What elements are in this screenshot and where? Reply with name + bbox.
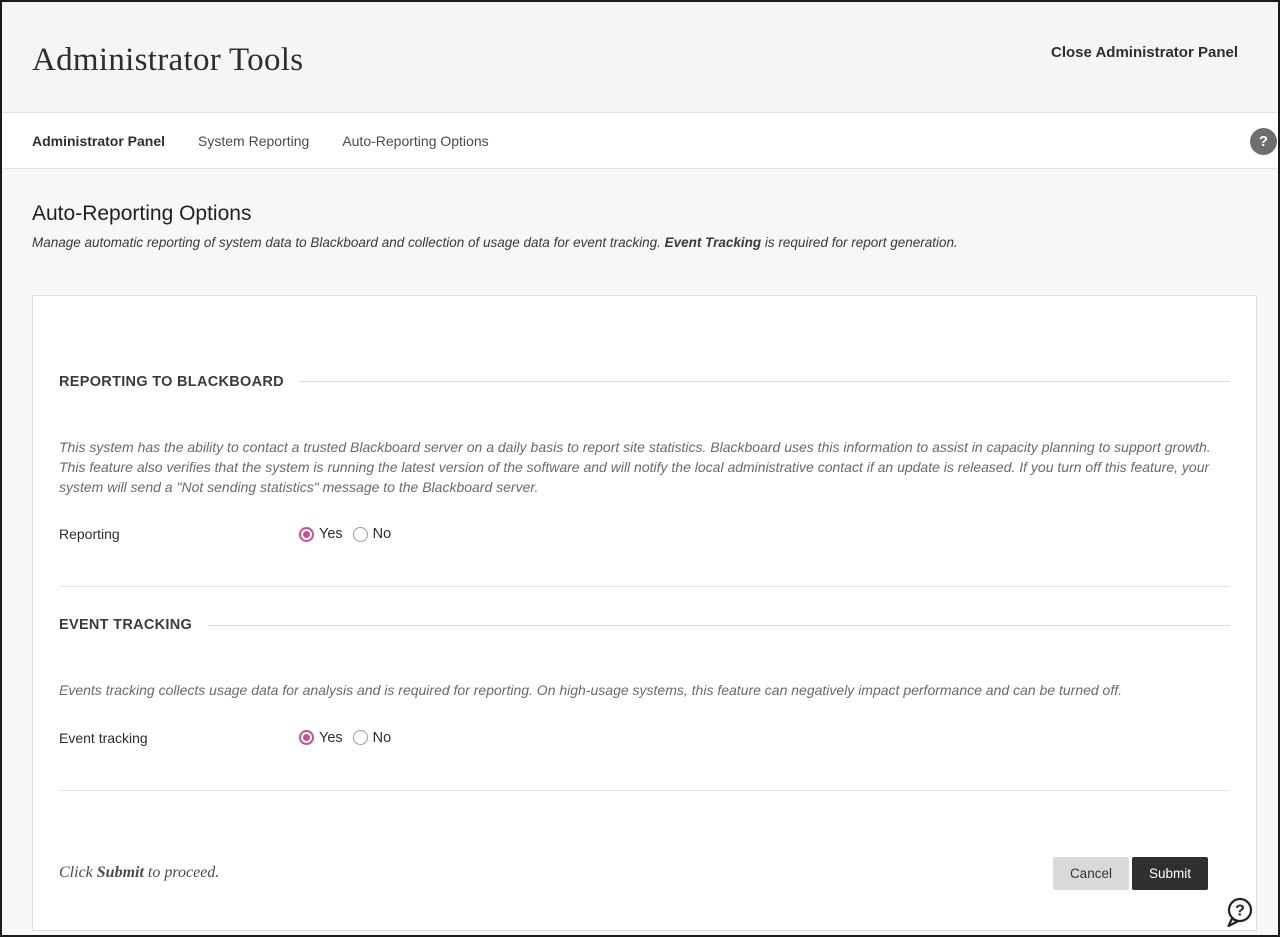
radio-button-icon[interactable] — [299, 527, 314, 542]
section-heading: EVENT TRACKING — [59, 617, 193, 634]
radio-label-no: No — [372, 729, 392, 746]
help-bubble-icon[interactable] — [1224, 896, 1254, 929]
heading-rule — [300, 381, 1230, 382]
event-tracking-yes-radio[interactable] — [299, 730, 343, 746]
page-description — [32, 234, 1248, 253]
instruction-tail: to proceed. — [143, 864, 220, 882]
page-intro — [2, 169, 1278, 253]
breadcrumb-item-auto-reporting-options[interactable]: Auto-Reporting Options — [342, 132, 489, 149]
form-panel — [32, 295, 1257, 931]
page-description-tail: is required for report generation. — [761, 235, 958, 250]
page-description-text: Manage automatic reporting of system data to Blackboard and collection of usage data for event tracking. — [32, 235, 665, 250]
radio-label-yes: Yes — [319, 526, 343, 543]
event-tracking-radio-group — [299, 730, 401, 746]
reporting-field-label: Reporting — [59, 526, 120, 543]
page-description-bold: Event Tracking — [664, 235, 762, 250]
event-tracking-field-label: Event tracking — [59, 729, 148, 746]
radio-button-icon[interactable] — [353, 527, 368, 542]
cancel-button[interactable]: Cancel — [1053, 857, 1129, 890]
section-description: Events tracking collects usage data for analysis and is required for reporting. On high-usage systems, this feature can negatively impact performance and can be turned off. — [59, 682, 1123, 699]
submit-button[interactable]: Submit — [1132, 857, 1208, 890]
section-heading-row — [59, 374, 1230, 390]
reporting-yes-radio[interactable] — [299, 526, 343, 542]
reporting-radio-group — [299, 526, 401, 542]
header — [2, 2, 1278, 113]
section-divider — [59, 790, 1230, 791]
radio-button-icon[interactable] — [353, 730, 368, 745]
section-event-tracking — [59, 617, 1230, 745]
radio-button-icon[interactable] — [299, 730, 314, 745]
event-tracking-field-row — [59, 730, 1230, 746]
page-title: Auto-Reporting Options — [32, 202, 252, 225]
heading-rule — [208, 625, 1230, 626]
form-footer — [59, 857, 1230, 890]
close-admin-panel-link[interactable]: Close Administrator Panel — [1051, 44, 1238, 61]
help-icon[interactable]: ? — [1250, 128, 1277, 155]
footer-buttons — [1053, 857, 1208, 890]
section-divider — [59, 586, 1230, 587]
app-title: Administrator Tools — [32, 42, 304, 78]
section-reporting-to-blackboard — [59, 374, 1230, 542]
section-description: This system has the ability to contact a trusted Blackboard server on a daily basis to report site statistics. Blackboard uses this information to assist in capacity planning to support growth. This feature also verifies that the system is running the latest version of the software and will notify the local administrative contact if an update is released. If you turn off this feature, your system will send a "Not sending statistics" message to the Blackboard server. — [59, 438, 1211, 496]
breadcrumb-item-administrator-panel[interactable]: Administrator Panel — [32, 132, 166, 149]
svg-text:?: ? — [1235, 902, 1245, 920]
section-heading-row — [59, 617, 1230, 633]
reporting-no-radio[interactable] — [353, 526, 392, 542]
reporting-field-row — [59, 526, 1230, 542]
instruction-text: Click — [59, 864, 97, 882]
event-tracking-no-radio[interactable] — [353, 730, 392, 746]
section-heading: REPORTING TO BLACKBOARD — [59, 373, 284, 390]
breadcrumb-item-system-reporting[interactable]: System Reporting — [198, 132, 310, 149]
instruction-bold: Submit — [96, 864, 144, 882]
radio-label-no: No — [372, 526, 392, 543]
submit-instruction — [59, 864, 219, 882]
radio-label-yes: Yes — [319, 729, 343, 746]
breadcrumb — [2, 113, 1278, 169]
